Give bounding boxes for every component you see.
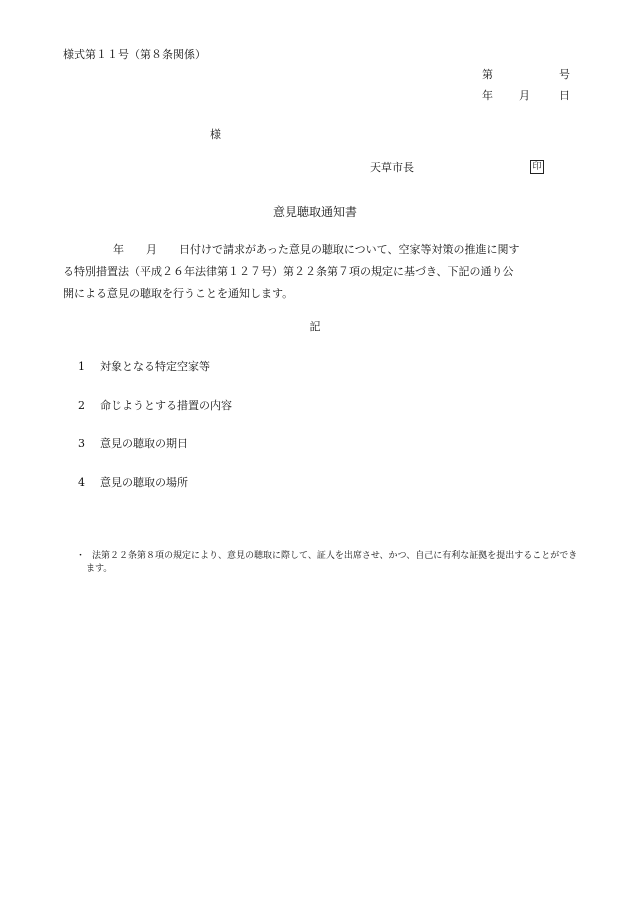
body-line-2: る特別措置法（平成２６年法律第１２７号）第２２条第７項の規定に基づき、下記の通り公 <box>63 265 514 278</box>
date-year: 年 <box>482 89 493 102</box>
document-body <box>63 239 583 305</box>
issuer-name: 天草市長 <box>370 161 414 174</box>
document-title: 意見聴取通知書 <box>272 205 357 219</box>
item-label: 意見の聴取の場所 <box>100 476 188 489</box>
list-item <box>78 399 232 413</box>
list-item <box>78 476 188 490</box>
form-number: 様式第１１号（第８条関係） <box>63 48 206 61</box>
addressee-honorific: 様 <box>210 128 221 141</box>
item-number: 2 <box>78 399 85 412</box>
item-label: 命じようとする措置の内容 <box>100 399 232 412</box>
date-month: 月 <box>519 89 530 102</box>
item-label: 意見の聴取の期日 <box>100 437 188 450</box>
item-number: 3 <box>78 437 85 450</box>
number-prefix: 第 <box>482 68 493 81</box>
list-item <box>78 360 210 374</box>
list-item <box>78 437 188 451</box>
footnote-bullet: ・ <box>76 551 86 561</box>
item-number: 1 <box>78 360 85 373</box>
body-line-1: 年 月 日付けで請求があった意見の聴取について、空家等対策の推進に関す <box>113 243 520 256</box>
date-day: 日 <box>559 89 570 102</box>
item-label: 対象となる特定空家等 <box>100 360 210 373</box>
seal-mark: 印 <box>530 160 544 174</box>
footnote <box>76 550 586 576</box>
number-suffix: 号 <box>559 68 570 81</box>
footnote-text: 法第２２条第８項の規定により、意見の聴取に際して、証人を出席させ、かつ、自己に有利な証拠を提出することができます。 <box>86 551 578 574</box>
body-line-3: 開による意見の聴取を行うことを通知します。 <box>63 287 294 300</box>
ki-heading: 記 <box>309 320 321 333</box>
item-number: 4 <box>78 476 85 489</box>
